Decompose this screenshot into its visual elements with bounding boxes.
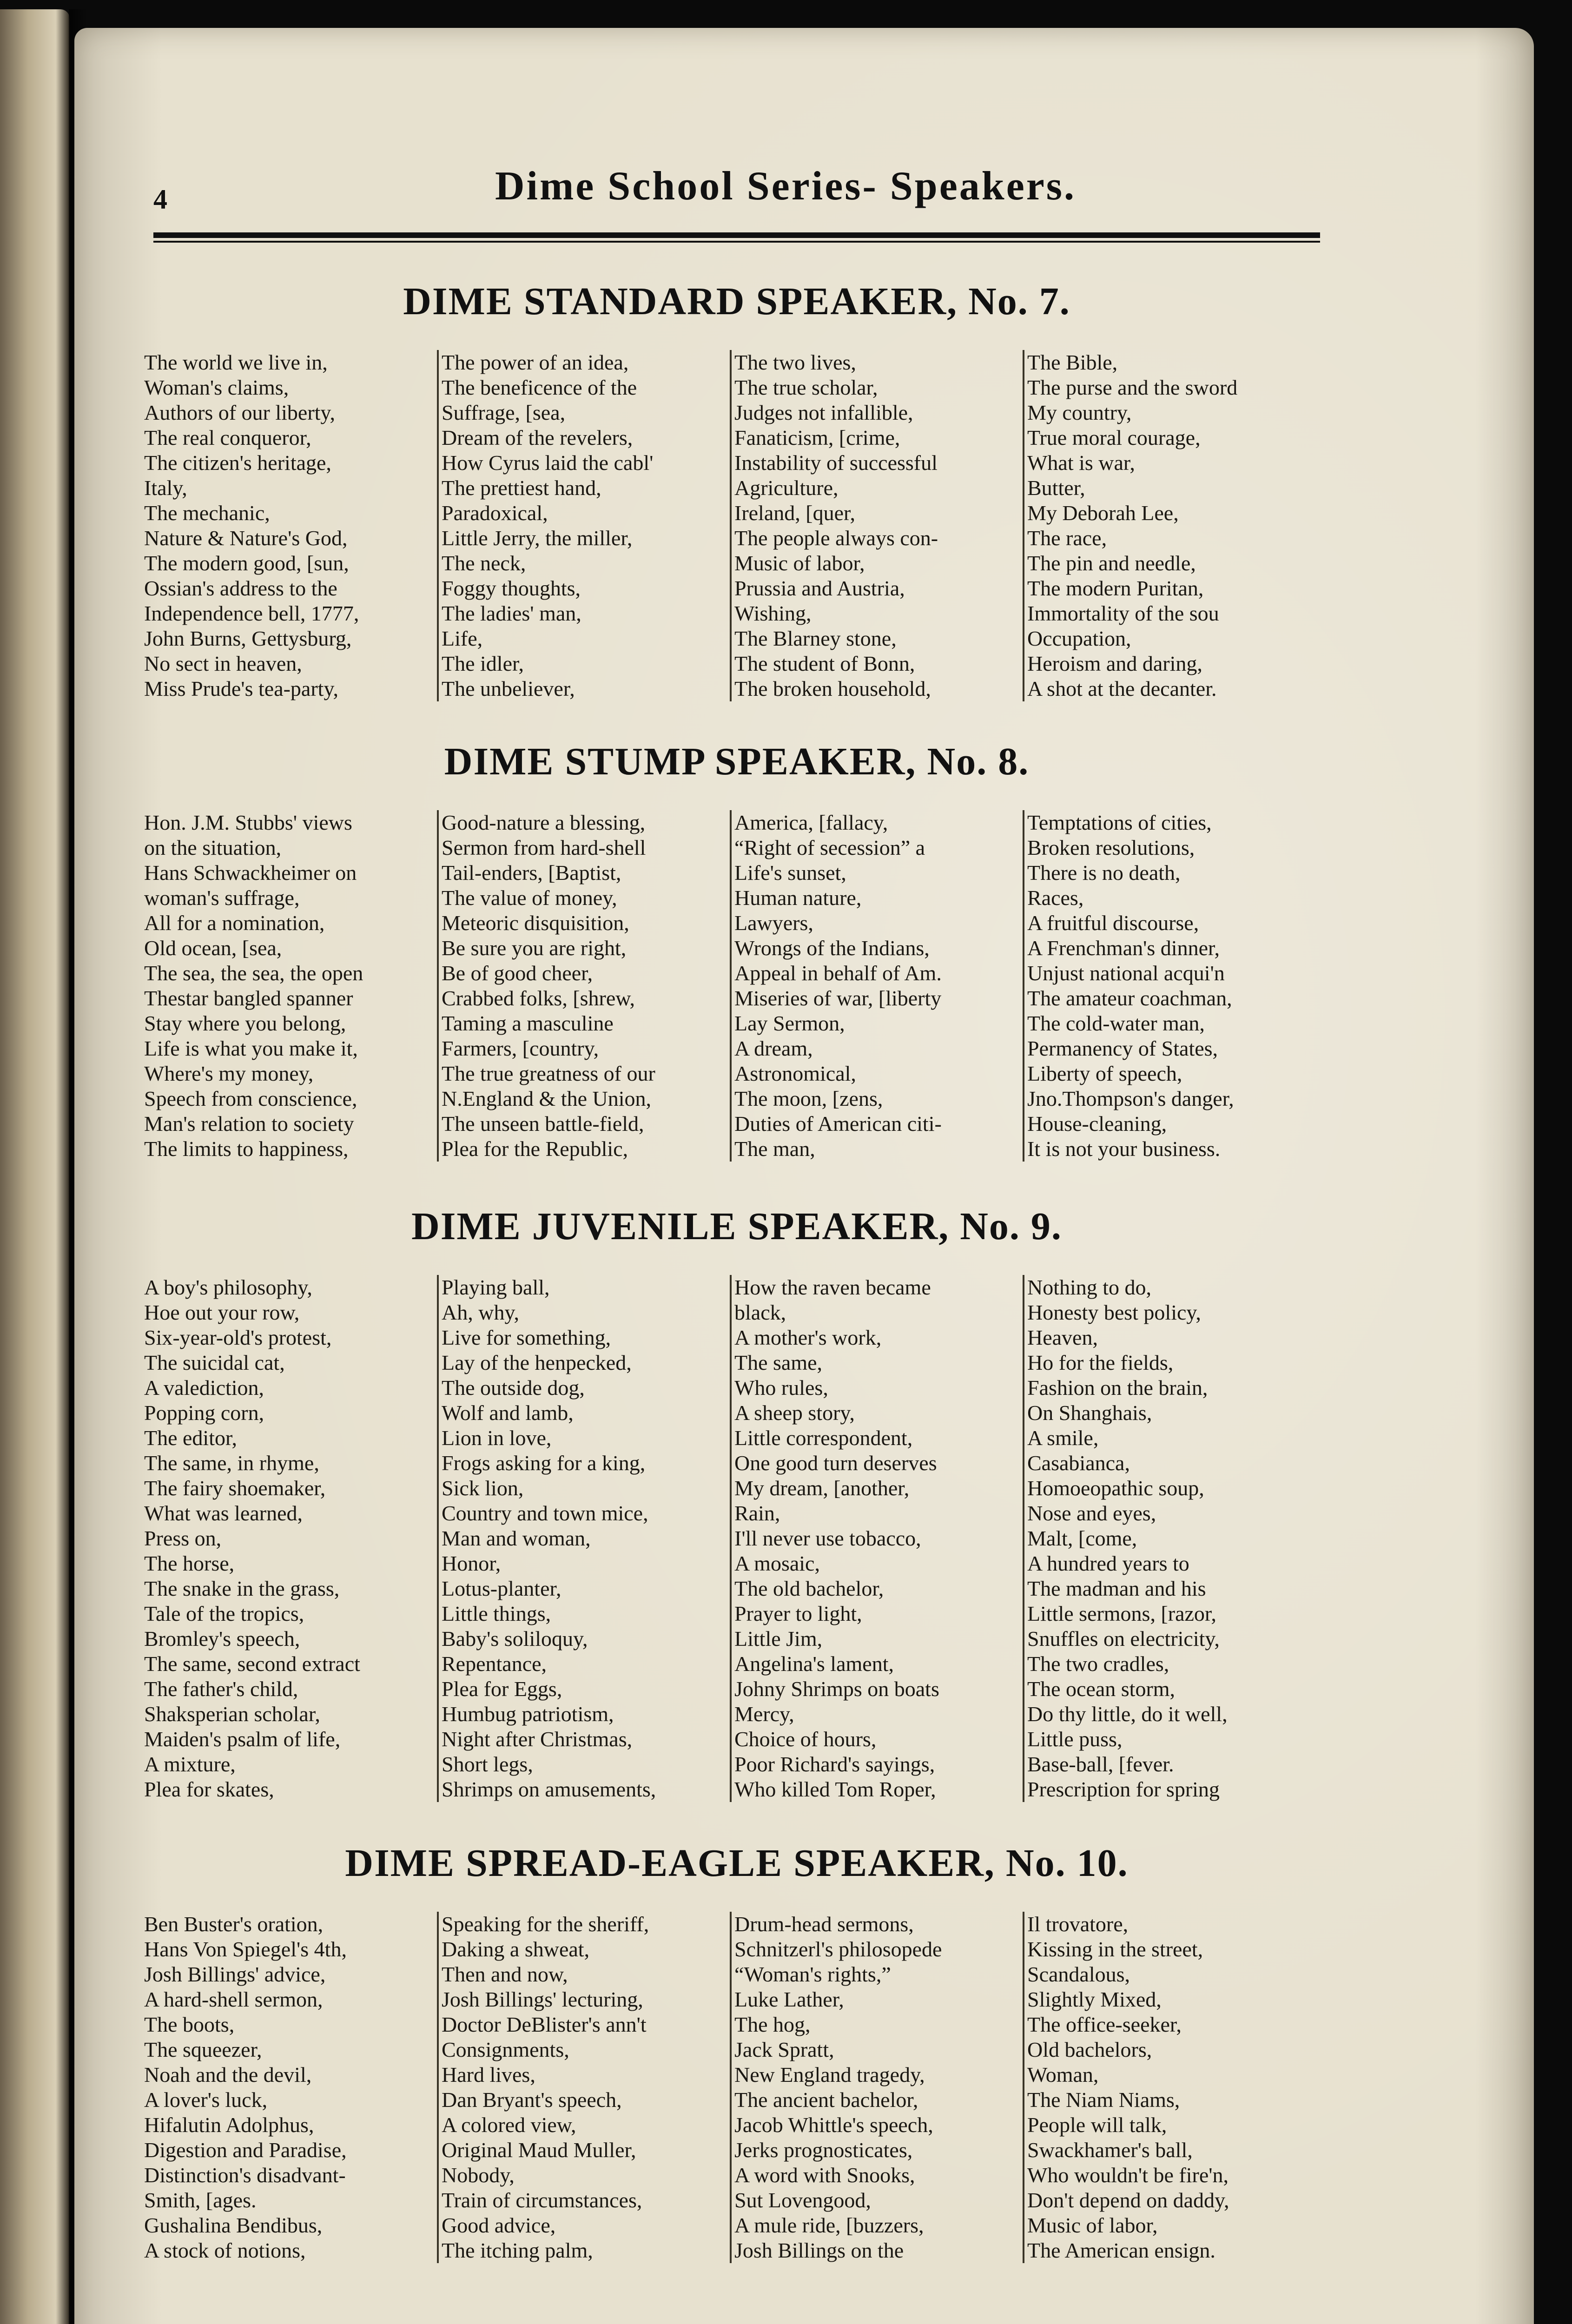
speech-title: No sect in heaven, xyxy=(144,652,302,675)
speech-title: A shot at the decanter. xyxy=(1027,677,1217,700)
speech-title: The horse, xyxy=(144,1552,235,1575)
speech-title: Little sermons, [razor, xyxy=(1027,1602,1216,1625)
speech-title: Lay of the henpecked, xyxy=(442,1351,632,1374)
speech-title: Fanaticism, [crime, xyxy=(734,426,900,449)
speech-title: Honor, xyxy=(442,1552,501,1575)
speech-title: Digestion and Paradise, xyxy=(144,2138,347,2162)
speech-title: John Burns, Gettysburg, xyxy=(144,627,352,650)
speech-title: Butter, xyxy=(1027,476,1085,500)
speech-title: Choice of hours, xyxy=(734,1727,877,1751)
speech-title: The old bachelor, xyxy=(734,1577,884,1600)
speech-title: Wrongs of the Indians, xyxy=(734,936,930,960)
speech-title: The limits to happiness, xyxy=(144,1137,349,1161)
speech-title: Speaking for the sheriff, xyxy=(442,1912,649,1936)
speech-title: The mechanic, xyxy=(144,501,270,525)
speech-title: A stock of notions, xyxy=(144,2238,306,2262)
speech-title: Luke Lather, xyxy=(734,1987,844,2011)
speech-title: The hog, xyxy=(734,2013,811,2036)
speech-title: Immortality of the sou xyxy=(1027,601,1219,625)
speech-title: Judges not infallible, xyxy=(734,401,913,424)
speech-title: A mother's work, xyxy=(734,1326,882,1349)
contents-column xyxy=(730,1275,1023,1802)
speech-title: Italy, xyxy=(144,476,187,500)
speech-title: Good-nature a blessing, xyxy=(442,811,646,834)
speech-title: The Blarney stone, xyxy=(734,627,897,650)
speech-title: Appeal in behalf of Am. xyxy=(734,961,942,985)
speech-title: Broken resolutions, xyxy=(1027,836,1195,859)
speech-title: Agriculture, xyxy=(734,476,839,500)
contents-column xyxy=(1023,350,1327,701)
speech-title: Nobody, xyxy=(442,2163,515,2187)
speech-title: Daking a shweat, xyxy=(442,1937,590,1961)
speech-title: Good advice, xyxy=(442,2213,556,2237)
speech-title: Drum-head sermons, xyxy=(734,1912,914,1936)
speech-title: The outside dog, xyxy=(442,1376,585,1400)
speech-title: N.England & the Union, xyxy=(442,1087,651,1110)
speech-title: Malt, [come, xyxy=(1027,1526,1137,1550)
contents-column xyxy=(144,1912,437,2263)
speech-title: Angelina's lament, xyxy=(734,1652,894,1676)
speech-title: Suffrage, [sea, xyxy=(442,401,566,424)
speech-title: Tail-enders, [Baptist, xyxy=(442,861,621,885)
section-title: DIME JUVENILE SPEAKER, No. 9. xyxy=(411,1205,1062,1248)
speech-title: Casabianca, xyxy=(1027,1451,1130,1475)
contents-column xyxy=(1023,1275,1327,1802)
speech-title: Jerks prognosticates, xyxy=(734,2138,913,2162)
speech-title: Be sure you are right, xyxy=(442,936,627,960)
speech-title: Woman's claims, xyxy=(144,376,289,399)
speech-title: What was learned, xyxy=(144,1501,303,1525)
speech-title: The ocean storm, xyxy=(1027,1677,1176,1701)
speech-title: America, [fallacy, xyxy=(734,811,888,834)
contents-column xyxy=(144,1275,437,1802)
speech-title: Lawyers, xyxy=(734,911,813,935)
speech-title: Music of labor, xyxy=(734,551,865,575)
speech-title: Life is what you make it, xyxy=(144,1037,358,1060)
speech-title: Miss Prude's tea-party, xyxy=(144,677,338,700)
speech-title: The broken household, xyxy=(734,677,931,700)
speech-title: A dream, xyxy=(734,1037,813,1060)
speech-title: Fashion on the brain, xyxy=(1027,1376,1208,1400)
speech-title: Prayer to light, xyxy=(734,1602,862,1625)
speech-title: woman's suffrage, xyxy=(144,886,300,910)
speech-title: Dan Bryant's speech, xyxy=(442,2088,622,2112)
speech-title: Astronomical, xyxy=(734,1062,856,1085)
contents-column xyxy=(437,350,730,701)
speech-title: The unseen battle-field, xyxy=(442,1112,644,1136)
speech-title: The man, xyxy=(734,1137,815,1161)
speech-title: The two cradles, xyxy=(1027,1652,1169,1676)
speech-title: Life's sunset, xyxy=(734,861,846,885)
speech-title: Rain, xyxy=(734,1501,780,1525)
contents-columns xyxy=(144,1912,1329,2263)
speech-title: The prettiest hand, xyxy=(442,476,601,500)
speech-title: The two lives, xyxy=(734,350,856,374)
contents-column xyxy=(437,1275,730,1802)
speech-title: The Bible, xyxy=(1027,350,1118,374)
contents-columns xyxy=(144,1275,1329,1802)
speech-title: The people always con- xyxy=(734,526,938,550)
speech-title: Stay where you belong, xyxy=(144,1011,346,1035)
speech-title: Six-year-old's protest, xyxy=(144,1326,332,1349)
speech-title: Crabbed folks, [shrew, xyxy=(442,986,635,1010)
speech-title: The itching palm, xyxy=(442,2238,593,2262)
speech-title: Noah and the devil, xyxy=(144,2063,312,2086)
speech-title: Schnitzerl's philosopede xyxy=(734,1937,942,1961)
speech-title: Old bachelors, xyxy=(1027,2038,1152,2061)
speech-title: Sut Lovengood, xyxy=(734,2188,871,2212)
speech-title: Tale of the tropics, xyxy=(144,1602,304,1625)
speech-title: on the situation, xyxy=(144,836,282,859)
speech-title: Hans Schwackheimer on xyxy=(144,861,357,885)
speech-title: A word with Snooks, xyxy=(734,2163,915,2187)
speech-title: Playing ball, xyxy=(442,1275,550,1299)
speech-title: My Deborah Lee, xyxy=(1027,501,1179,525)
speech-title: Sick lion, xyxy=(442,1476,524,1500)
speech-title: A smile, xyxy=(1027,1426,1099,1450)
speech-title: The idler, xyxy=(442,652,524,675)
speech-title: Ho for the fields, xyxy=(1027,1351,1174,1374)
speech-title: The ladies' man, xyxy=(442,601,581,625)
speech-title: Original Maud Muller, xyxy=(442,2138,636,2162)
speech-title: Consignments, xyxy=(442,2038,569,2061)
speech-title: black, xyxy=(734,1301,786,1324)
speech-title: Who wouldn't be fire'n, xyxy=(1027,2163,1229,2187)
speech-title: Lotus-planter, xyxy=(442,1577,561,1600)
contents-column xyxy=(437,810,730,1162)
speech-title: Ireland, [quer, xyxy=(734,501,855,525)
speech-title: Don't depend on daddy, xyxy=(1027,2188,1229,2212)
speech-title: The father's child, xyxy=(144,1677,298,1701)
speech-title: Where's my money, xyxy=(144,1062,314,1085)
speech-title: Repentance, xyxy=(442,1652,547,1676)
speech-title: A mixture, xyxy=(144,1752,236,1776)
speech-title: The editor, xyxy=(144,1426,237,1450)
speech-title: Little Jim, xyxy=(734,1627,823,1651)
speech-title: The amateur coachman, xyxy=(1027,986,1232,1010)
speech-title: A mule ride, [buzzers, xyxy=(734,2213,924,2237)
speech-title: Meteoric disquisition, xyxy=(442,911,629,935)
speech-title: Doctor DeBlister's ann't xyxy=(442,2013,647,2036)
speech-title: The modern Puritan, xyxy=(1027,576,1204,600)
speech-title: Josh Billings' advice, xyxy=(144,1962,326,1986)
speech-title: Wolf and lamb, xyxy=(442,1401,574,1425)
speech-title: A sheep story, xyxy=(734,1401,855,1425)
speech-title: Hard lives, xyxy=(442,2063,535,2086)
speech-title: The student of Bonn, xyxy=(734,652,915,675)
speech-title: A hard-shell sermon, xyxy=(144,1987,323,2011)
speech-title: I'll never use tobacco, xyxy=(734,1526,921,1550)
speech-title: House-cleaning, xyxy=(1027,1112,1167,1136)
speech-title: Frogs asking for a king, xyxy=(442,1451,646,1475)
speech-title: Josh Billings on the xyxy=(734,2238,904,2262)
speech-title: Little things, xyxy=(442,1602,551,1625)
contents-column xyxy=(730,810,1023,1162)
speech-title: The purse and the sword xyxy=(1027,376,1238,399)
speech-title: Lay Sermon, xyxy=(734,1011,845,1035)
speech-title: Plea for skates, xyxy=(144,1777,274,1801)
speech-title: How the raven became xyxy=(734,1275,931,1299)
speech-title: Music of labor, xyxy=(1027,2213,1158,2237)
speech-title: New England tragedy, xyxy=(734,2063,925,2086)
speech-title: The snake in the grass, xyxy=(144,1577,340,1600)
speech-title: The office-seeker, xyxy=(1027,2013,1182,2036)
speech-title: The sea, the sea, the open xyxy=(144,961,363,985)
speech-title: The suicidal cat, xyxy=(144,1351,285,1374)
speech-title: Thestar bangled spanner xyxy=(144,986,353,1010)
speech-title: Poor Richard's sayings, xyxy=(734,1752,935,1776)
speech-title: Occupation, xyxy=(1027,627,1131,650)
speech-title: The madman and his xyxy=(1027,1577,1206,1600)
speech-title: Life, xyxy=(442,627,483,650)
speech-title: Popping corn, xyxy=(144,1401,264,1425)
speech-title: A boy's philosophy, xyxy=(144,1275,312,1299)
speech-title: Jack Spratt, xyxy=(734,2038,834,2061)
speech-title: Hans Von Spiegel's 4th, xyxy=(144,1937,347,1961)
speech-title: The American ensign. xyxy=(1027,2238,1215,2262)
speech-title: The power of an idea, xyxy=(442,350,629,374)
speech-title: How Cyrus laid the cabl' xyxy=(442,451,654,475)
section-spread-eagle-speaker xyxy=(144,1841,1329,2263)
speech-title: Shaksperian scholar, xyxy=(144,1702,320,1726)
speech-title: Nose and eyes, xyxy=(1027,1501,1156,1525)
speech-title: Miseries of war, [liberty xyxy=(734,986,942,1010)
speech-title: A mosaic, xyxy=(734,1552,820,1575)
speech-title: Il trovatore, xyxy=(1027,1912,1129,1936)
speech-title: The squeezer, xyxy=(144,2038,262,2061)
speech-title: Nothing to do, xyxy=(1027,1275,1152,1299)
section-juvenile-speaker xyxy=(144,1204,1329,1802)
speech-title: The beneficence of the xyxy=(442,376,637,399)
speech-title: Hon. J.M. Stubbs' views xyxy=(144,811,352,834)
speech-title: Honesty best policy, xyxy=(1027,1301,1201,1324)
contents-column xyxy=(144,350,437,701)
speech-title: Prescription for spring xyxy=(1027,1777,1220,1801)
contents-columns xyxy=(144,810,1329,1162)
speech-title: Who rules, xyxy=(734,1376,828,1400)
speech-title: The cold-water man, xyxy=(1027,1011,1205,1035)
speech-title: Heroism and daring, xyxy=(1027,652,1202,675)
speech-title: The pin and needle, xyxy=(1027,551,1196,575)
speech-title: The same, in rhyme, xyxy=(144,1451,319,1475)
speech-title: The same, xyxy=(734,1351,823,1374)
speech-title: Heaven, xyxy=(1027,1326,1098,1349)
contents-column xyxy=(437,1912,730,2263)
section-stump-speaker xyxy=(144,739,1329,1162)
speech-title: Gushalina Bendibus, xyxy=(144,2213,323,2237)
speech-title: Speech from conscience, xyxy=(144,1087,357,1110)
running-head: Dime School Series- Speakers. xyxy=(495,164,1077,209)
speech-title: Johny Shrimps on boats xyxy=(734,1677,939,1701)
speech-title: Train of circumstances, xyxy=(442,2188,642,2212)
speech-title: One good turn deserves xyxy=(734,1451,937,1475)
contents-column xyxy=(730,1912,1023,2263)
section-standard-speaker xyxy=(144,279,1329,701)
speech-title: Distinction's disadvant- xyxy=(144,2163,346,2187)
speech-title: Temptations of cities, xyxy=(1027,811,1212,834)
speech-title: Little correspondent, xyxy=(734,1426,913,1450)
speech-title: Independence bell, 1777, xyxy=(144,601,359,625)
speech-title: Lion in love, xyxy=(442,1426,552,1450)
speech-title: A colored view, xyxy=(442,2113,576,2137)
speech-title: My dream, [another, xyxy=(734,1476,910,1500)
speech-title: The same, second extract xyxy=(144,1652,360,1676)
speech-title: Press on, xyxy=(144,1526,222,1550)
speech-title: Maiden's psalm of life, xyxy=(144,1727,341,1751)
speech-title: Who killed Tom Roper, xyxy=(734,1777,936,1801)
speech-title: It is not your business. xyxy=(1027,1137,1221,1161)
speech-title: Instability of successful xyxy=(734,451,938,475)
speech-title: Man and woman, xyxy=(442,1526,591,1550)
speech-title: Plea for the Republic, xyxy=(442,1137,628,1161)
speech-title: Permanency of States, xyxy=(1027,1037,1218,1060)
speech-title: Dream of the revelers, xyxy=(442,426,633,449)
speech-title: Wishing, xyxy=(734,601,812,625)
speech-title: All for a nomination, xyxy=(144,911,325,935)
speech-title: Ah, why, xyxy=(442,1301,519,1324)
section-title: DIME STANDARD SPEAKER, No. 7. xyxy=(403,280,1070,323)
speech-title: Plea for Eggs, xyxy=(442,1677,562,1701)
speech-title: Woman, xyxy=(1027,2063,1099,2086)
speech-title: The true scholar, xyxy=(734,376,878,399)
speech-title: Little puss, xyxy=(1027,1727,1123,1751)
speech-title: Kissing in the street, xyxy=(1027,1937,1203,1961)
speech-title: Taming a masculine xyxy=(442,1011,614,1035)
speech-title: Ben Buster's oration, xyxy=(144,1912,324,1936)
speech-title: Josh Billings' lecturing, xyxy=(442,1987,643,2011)
speech-title: Live for something, xyxy=(442,1326,611,1349)
speech-title: Mercy, xyxy=(734,1702,794,1726)
speech-title: Paradoxical, xyxy=(442,501,548,525)
speech-title: Then and now, xyxy=(442,1962,568,1986)
speech-title: On Shanghais, xyxy=(1027,1401,1152,1425)
speech-title: Base-ball, [fever. xyxy=(1027,1752,1174,1776)
speech-title: Hifalutin Adolphus, xyxy=(144,2113,314,2137)
speech-title: “Right of secession” a xyxy=(734,836,925,859)
speech-title: Humbug patriotism, xyxy=(442,1702,614,1726)
speech-title: The real conqueror, xyxy=(144,426,311,449)
speech-title: Nature & Nature's God, xyxy=(144,526,348,550)
speech-title: The ancient bachelor, xyxy=(734,2088,918,2112)
speech-title: Unjust national acqui'n xyxy=(1027,961,1225,985)
speech-title: A lover's luck, xyxy=(144,2088,268,2112)
speech-title: Little Jerry, the miller, xyxy=(442,526,633,550)
speech-title: People will talk, xyxy=(1027,2113,1167,2137)
speech-title: Bromley's speech, xyxy=(144,1627,300,1651)
speech-title: Duties of American citi- xyxy=(734,1112,942,1136)
speech-title: Country and town mice, xyxy=(442,1501,648,1525)
speech-title: Homoeopathic soup, xyxy=(1027,1476,1204,1500)
speech-title: The neck, xyxy=(442,551,526,575)
speech-title: The world we live in, xyxy=(144,350,328,374)
contents-column xyxy=(1023,810,1327,1162)
speech-title: Foggy thoughts, xyxy=(442,576,581,600)
speech-title: The Niam Niams, xyxy=(1027,2088,1180,2112)
speech-title: My country, xyxy=(1027,401,1132,424)
speech-title: Slightly Mixed, xyxy=(1027,1987,1162,2011)
speech-title: Night after Christmas, xyxy=(442,1727,633,1751)
speech-title: Human nature, xyxy=(734,886,862,910)
left-page-edge xyxy=(0,9,70,2324)
speech-title: Liberty of speech, xyxy=(1027,1062,1182,1085)
speech-title: There is no death, xyxy=(1027,861,1181,885)
section-title: DIME STUMP SPEAKER, No. 8. xyxy=(444,740,1030,783)
section-title: DIME SPREAD-EAGLE SPEAKER, No. 10. xyxy=(345,1842,1129,1885)
speech-title: Baby's soliloquy, xyxy=(442,1627,588,1651)
speech-title: Do thy little, do it well, xyxy=(1027,1702,1228,1726)
speech-title: The race, xyxy=(1027,526,1107,550)
head-rule xyxy=(153,232,1320,243)
speech-title: Swackhamer's ball, xyxy=(1027,2138,1193,2162)
speech-title: Be of good cheer, xyxy=(442,961,593,985)
page-number: 4 xyxy=(153,184,167,215)
speech-title: Smith, [ages. xyxy=(144,2188,257,2212)
speech-title: Jacob Whittle's speech, xyxy=(734,2113,933,2137)
speech-title: The boots, xyxy=(144,2013,235,2036)
speech-title: The unbeliever, xyxy=(442,677,575,700)
speech-title: Prussia and Austria, xyxy=(734,576,905,600)
speech-title: Races, xyxy=(1027,886,1084,910)
speech-title: A Frenchman's dinner, xyxy=(1027,936,1220,960)
speech-title: The value of money, xyxy=(442,886,617,910)
speech-title: Snuffles on electricity, xyxy=(1027,1627,1220,1651)
speech-title: The modern good, [sun, xyxy=(144,551,349,575)
speech-title: Scandalous, xyxy=(1027,1962,1130,1986)
speech-title: Authors of our liberty, xyxy=(144,401,335,424)
speech-title: A hundred years to xyxy=(1027,1552,1189,1575)
contents-column xyxy=(730,350,1023,701)
speech-title: The moon, [zens, xyxy=(734,1087,883,1110)
speech-title: Farmers, [country, xyxy=(442,1037,599,1060)
speech-title: A valediction, xyxy=(144,1376,264,1400)
speech-title: Old ocean, [sea, xyxy=(144,936,282,960)
speech-title: Man's relation to society xyxy=(144,1112,354,1136)
speech-title: Short legs, xyxy=(442,1752,533,1776)
contents-columns xyxy=(144,350,1329,701)
contents-column xyxy=(144,810,437,1162)
speech-title: Sermon from hard-shell xyxy=(442,836,646,859)
speech-title: A fruitful discourse, xyxy=(1027,911,1199,935)
contents-column xyxy=(1023,1912,1327,2263)
speech-title: The true greatness of our xyxy=(442,1062,655,1085)
speech-title: Jno.Thompson's danger, xyxy=(1027,1087,1234,1110)
speech-title: The fairy shoemaker, xyxy=(144,1476,326,1500)
speech-title: Hoe out your row, xyxy=(144,1301,300,1324)
speech-title: The citizen's heritage, xyxy=(144,451,331,475)
speech-title: Ossian's address to the xyxy=(144,576,337,600)
speech-title: “Woman's rights,” xyxy=(734,1962,891,1986)
speech-title: Shrimps on amusements, xyxy=(442,1777,656,1801)
speech-title: What is war, xyxy=(1027,451,1135,475)
speech-title: True moral courage, xyxy=(1027,426,1201,449)
